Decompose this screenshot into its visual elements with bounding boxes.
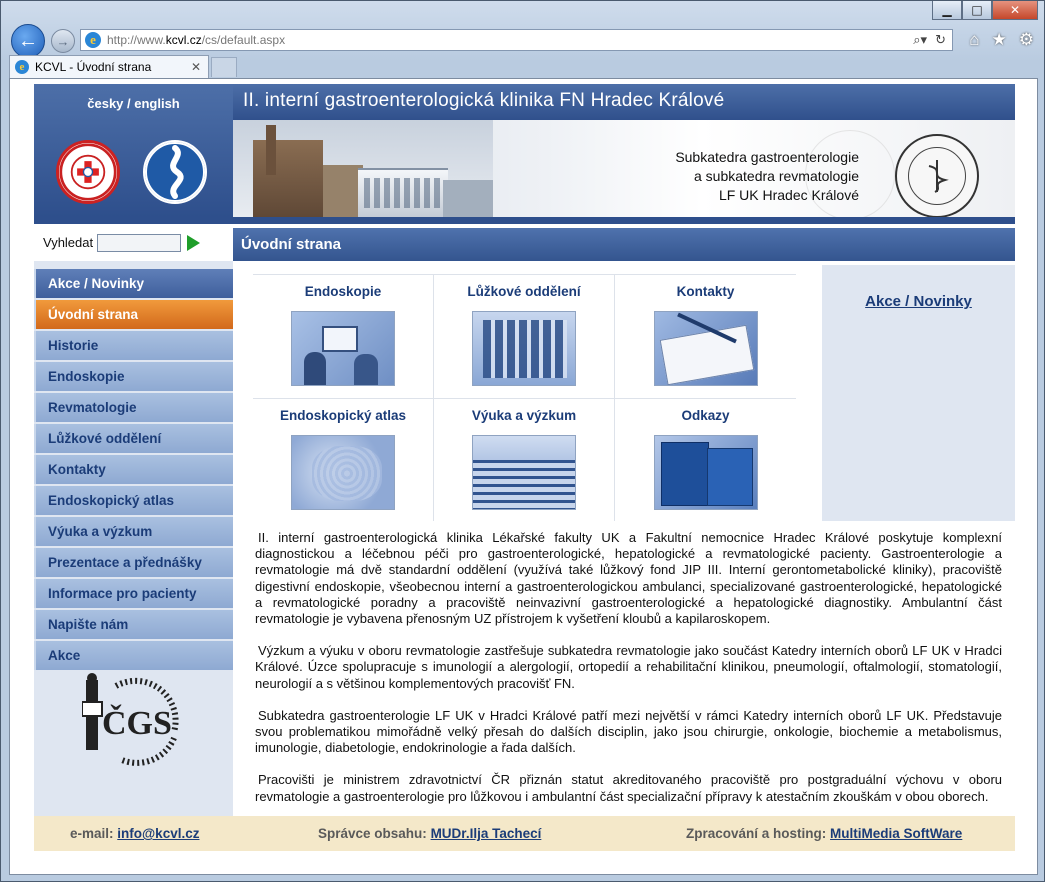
menu-item-uvodni-strana[interactable]: Úvodní strana (34, 300, 233, 329)
paragraph-3: Subkatedra gastroenterologie LF UK v Hradci Králové patří mezi největší v rámci Katedry interních oborů LF UK. Představuje svou problematikou mimořádně velký přesah do dalších disciplin, jako jsou chirurgie, onkologie, biochemie a metabolismus, imunologie, diabetologie, endokrinologie a řada dalších. (255, 707, 1002, 756)
forward-arrow-icon: → (56, 33, 70, 49)
url-path: /cs/default.aspx (201, 33, 286, 47)
tile-contacts-image[interactable] (654, 311, 758, 386)
header-title-bar (233, 84, 1015, 120)
new-tab-button[interactable] (211, 57, 237, 77)
tile-lecture-hall-image[interactable] (472, 435, 576, 510)
search-input[interactable] (97, 234, 181, 252)
header-banner (233, 120, 1015, 217)
footer-email (70, 826, 199, 841)
page-title: Úvodní strana (233, 228, 1015, 261)
tile-label[interactable]: Endoskopický atlas (279, 408, 407, 423)
menu-item-akce[interactable]: Akce (34, 641, 233, 670)
paragraph-2: Výzkum a výuku v oboru revmatologie zastřešuje subkatedra revmatologie jako součást Katedry interních oborů LF UK v Hradci Králové. Úzce spolupracuje s imunologií a alergologií, ortopedií a rehabilitační klinikou, pneumologií, oftalmologií, stomatologií, neurologií a s většinou komplementových pracovišť FN. (255, 643, 1002, 691)
back-button[interactable] (11, 24, 45, 58)
menu-item-akce-novinky[interactable]: Akce / Novinky (34, 269, 233, 298)
site-footer (34, 816, 1015, 851)
settings-gear-icon[interactable]: ⚙ (1018, 30, 1034, 49)
seal-snake-icon (917, 156, 957, 196)
footer-hosting (686, 826, 962, 841)
admin-link[interactable]: MUDr.Ilja Tachecí (430, 826, 542, 841)
tab-ie-icon: e (15, 60, 29, 74)
hosting-link[interactable]: MultiMedia SoftWare (830, 826, 963, 841)
tile-luzkove-oddeleni[interactable] (434, 275, 615, 398)
email-link[interactable]: info@kcvl.cz (117, 826, 200, 841)
menu-item-vyuka-vyzkum[interactable]: Výuka a výzkum (34, 517, 233, 546)
tile-endoskopie[interactable] (253, 275, 434, 398)
admin-label: Správce obsahu: (318, 826, 427, 841)
seal-center (908, 147, 966, 205)
header-strip (34, 217, 1015, 224)
search-label: Vyhledat (43, 235, 94, 250)
tile-ward-image[interactable] (472, 311, 576, 386)
tab-close-icon[interactable]: ✕ (190, 60, 201, 74)
header-left-panel (34, 84, 233, 217)
faculty-seal-icon (895, 134, 979, 217)
cgs-logo-icon (82, 672, 186, 766)
search-box (34, 224, 233, 261)
main-menu (34, 269, 233, 672)
menu-item-endoskopicky-atlas[interactable]: Endoskopický atlas (34, 486, 233, 515)
site (34, 84, 1015, 851)
subtitle-line-3: LF UK Hradec Králové (718, 187, 859, 203)
tile-label[interactable]: Odkazy (681, 408, 730, 423)
tile-label[interactable]: Lůžkové oddělení (467, 284, 581, 299)
tile-label[interactable]: Kontakty (676, 284, 735, 299)
content-columns (34, 224, 1015, 816)
home-icon[interactable]: ⌂ (969, 30, 980, 49)
banner-hospital-building (358, 168, 448, 217)
left-sidebar (34, 224, 233, 816)
fn-logo-icon (59, 140, 117, 204)
menu-item-endoskopie[interactable]: Endoskopie (34, 362, 233, 391)
banner-building-2 (443, 180, 493, 217)
banner-tower (266, 125, 276, 175)
paragraph-1: II. interní gastroenterologická klinika Lékařské fakulty UK a Fakultní nemocnice Hradec Králové poskytuje komplexní diagnostickou a léčebnou péči pro gastroenterologické, hepatologické a revmatologické pacienty. Gastroenterologie a revmatologie má dvě standardní oddělení (využívá také lůžkový fond JIP III. Interní gerontometabolické kliniky), pracoviště digestivní endoskopie, všeobecnou interní a gastroenterologickou ambulanci, specializované gastroenterologické, hepatologické a revmatologické poradny a pracoviště neinvazivní gastroenterologické a hepatologické diagnostiky. Ambulantní část revmatologie je vybavena přenosným UZ přístrojem k vyšetření kloubů a kapilaroskopem. (255, 530, 1002, 627)
gastro-wave-logo (143, 140, 207, 204)
cgs-logo[interactable] (82, 672, 186, 766)
subtitle-line-1: Subkatedra gastroenterologie (675, 149, 859, 165)
search-icon[interactable]: ⌕▾ (913, 32, 928, 47)
tile-kontakty[interactable] (615, 275, 796, 398)
tile-label[interactable]: Výuka a výzkum (471, 408, 577, 423)
tile-atlas-image[interactable] (291, 435, 395, 510)
url-domain: kcvl.cz (165, 33, 202, 47)
tile-odkazy[interactable] (615, 398, 796, 521)
tile-vyuka-vyzkum[interactable] (434, 398, 615, 521)
tile-endoskopicky-atlas[interactable] (253, 398, 434, 521)
menu-item-napiste-nam[interactable]: Napište nám (34, 610, 233, 639)
maximize-button[interactable]: □ (962, 1, 992, 20)
page-viewport (9, 78, 1038, 875)
menu-item-informace-pacienty[interactable]: Informace pro pacienty (34, 579, 233, 608)
wave-logo-icon (145, 142, 205, 202)
news-link[interactable]: Akce / Novinky (865, 293, 972, 310)
search-go-arrow-icon[interactable] (187, 235, 200, 251)
site-title: II. interní gastroenterologická klinika FN Hradec Králové (243, 90, 725, 111)
url-prefix: http://www. (107, 33, 166, 47)
paragraph-4: Pracovišti je ministrem zdravotnictví ČR přiznán statut akreditovaného pracoviště pro postgraduální výchovu v oboru revmatologie a gastroenterologie pro lůžkovou i ambulantní část specializační přípravy k atestačním zkouškám v obou oborech. (255, 772, 1002, 804)
news-box (822, 265, 1015, 521)
main-content (233, 224, 1015, 816)
ie-page-icon: e (85, 32, 101, 48)
address-tools (913, 32, 946, 48)
tab-title: KCVL - Úvodní strana (35, 60, 152, 74)
menu-item-kontakty[interactable]: Kontakty (34, 455, 233, 484)
tile-links-image[interactable] (654, 435, 758, 510)
browser-tab[interactable] (9, 55, 209, 78)
site-header (34, 84, 1015, 224)
toolbar-right (969, 30, 1034, 50)
close-window-button[interactable]: ✕ (992, 1, 1038, 20)
banner-cathedral (253, 140, 323, 217)
banner-building (323, 165, 363, 217)
tile-endoscopy-image[interactable] (291, 311, 395, 386)
language-switch[interactable]: česky / english (87, 96, 180, 111)
menu-item-revmatologie[interactable]: Revmatologie (34, 393, 233, 422)
intro-text (255, 530, 1002, 821)
favorites-star-icon[interactable]: ★ (991, 30, 1007, 49)
fn-hospital-logo (56, 140, 120, 204)
address-bar[interactable] (80, 29, 953, 51)
minimize-button[interactable]: ▁ (932, 1, 962, 20)
menu-item-prezentace[interactable]: Prezentace a přednášky (34, 548, 233, 577)
hosting-label: Zpracování a hosting: (686, 826, 827, 841)
back-arrow-icon: ← (18, 29, 38, 52)
forward-button[interactable] (51, 29, 75, 53)
subtitle-line-2: a subkatedra revmatologie (694, 168, 859, 184)
menu-item-luzkove-oddeleni[interactable]: Lůžkové oddělení (34, 424, 233, 453)
header-subtitle (675, 148, 859, 205)
window-controls (932, 1, 1038, 20)
tile-grid (253, 274, 796, 520)
cgs-letters: ČGS (102, 705, 172, 742)
footer-admin (318, 826, 541, 841)
tile-label[interactable]: Endoskopie (304, 284, 382, 299)
menu-item-historie[interactable]: Historie (34, 331, 233, 360)
email-label: e-mail: (70, 826, 114, 841)
refresh-icon[interactable]: ↻ (935, 32, 946, 47)
